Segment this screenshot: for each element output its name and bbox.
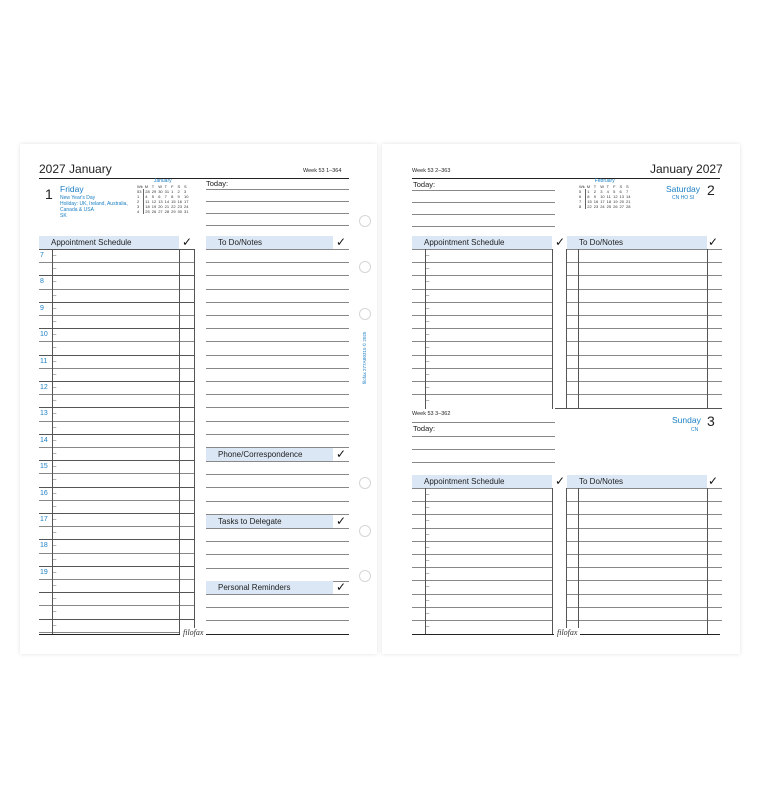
left-tasks-check-icon: ✓ — [336, 514, 347, 528]
slot-dash: – — [53, 385, 57, 391]
slot-dash: – — [426, 598, 430, 604]
left-today-label: Today: — [206, 179, 229, 188]
slot-dash: – — [53, 570, 57, 576]
left-tasks-header: Tasks to Delegate — [206, 515, 333, 528]
left-holidays: New Year's Day Holiday: UK, Ireland, Australia, Canada & USA SK — [60, 195, 128, 219]
left-reminders-header: Personal Reminders — [206, 581, 333, 594]
hour-label: 8 — [40, 278, 44, 285]
right-today2-label: Today: — [413, 424, 436, 433]
slot-dash: – — [426, 518, 430, 524]
slot-dash: – — [426, 385, 430, 391]
right-month-year: January 2027 — [650, 162, 723, 176]
hour-label: 16 — [40, 490, 48, 497]
left-year-month: 2027 January — [39, 162, 112, 176]
slot-dash: – — [53, 530, 57, 536]
hour-label: 18 — [40, 542, 48, 549]
slot-dash: – — [426, 279, 430, 285]
slot-dash: – — [426, 332, 430, 338]
punch-hole — [359, 308, 371, 320]
slot-dash: – — [53, 345, 57, 351]
right-todo-header: To Do/Notes — [567, 236, 707, 249]
slot-dash: – — [53, 583, 57, 589]
right-appt-check-icon: ✓ — [555, 235, 566, 249]
punch-hole — [359, 261, 371, 273]
slot-dash: – — [53, 623, 57, 629]
slot-dash: – — [426, 293, 430, 299]
slot-dash: – — [426, 266, 430, 272]
hour-label: 17 — [40, 516, 48, 523]
left-phone-header: Phone/Correspondence — [206, 448, 333, 461]
right-day2-number: 2 — [707, 182, 715, 198]
slot-dash: – — [426, 398, 430, 404]
right-todo2-check-icon: ✓ — [708, 474, 719, 488]
slot-dash: – — [53, 504, 57, 510]
hour-label: 14 — [40, 437, 48, 444]
slot-dash: – — [53, 306, 57, 312]
slot-dash: – — [53, 543, 57, 549]
right-day2-name: Saturday — [666, 184, 701, 194]
right-week-mid-label: Week 53 3–362 — [412, 411, 451, 417]
slot-dash: – — [53, 557, 57, 563]
left-reminders-check-icon: ✓ — [336, 580, 347, 594]
punch-hole — [359, 570, 371, 582]
right-todo2-header: To Do/Notes — [567, 475, 707, 488]
right-filofax-logo: filofax — [554, 628, 580, 637]
left-mini-calendar: January Wk M T W T F S S 53 28 29 30 31 1 2 3 1 4 5 6 7 8 9 10 2 11 12 13 14 15 16 17 3 18 19 20 21 22 23 24 4 25 26 27 28 29 30 31 — [137, 178, 189, 214]
right-appt2-check-icon: ✓ — [555, 474, 566, 488]
punch-hole — [359, 525, 371, 537]
slot-dash: – — [53, 293, 57, 299]
slot-dash: – — [53, 477, 57, 483]
slot-dash: – — [426, 319, 430, 325]
slot-dash: – — [53, 332, 57, 338]
slot-dash: – — [53, 451, 57, 457]
slot-dash: – — [426, 545, 430, 551]
slot-dash: – — [53, 266, 57, 272]
slot-dash: – — [426, 253, 430, 259]
slot-dash: – — [53, 609, 57, 615]
punch-hole — [359, 215, 371, 227]
right-mini-calendar: February Wk M T W T F S S 5 1 2 3 4 5 6 7 6 8 9 10 11 12 13 14 7 15 16 17 18 19 20 21 8 22 23 24 25 26 27 28 — [579, 178, 631, 209]
slot-dash: – — [426, 345, 430, 351]
slot-dash: – — [53, 464, 57, 470]
slot-dash: – — [426, 611, 430, 617]
punch-hole — [359, 477, 371, 489]
right-day2-codes: CN HO SI — [672, 195, 695, 201]
hour-label: 9 — [40, 305, 44, 312]
slot-dash: – — [53, 596, 57, 602]
slot-dash: – — [53, 438, 57, 444]
slot-dash: – — [426, 558, 430, 564]
left-filofax-logo: filofax — [180, 628, 206, 637]
slot-dash: – — [426, 624, 430, 630]
right-today-label: Today: — [413, 180, 436, 189]
hour-label: 15 — [40, 463, 48, 470]
hour-label: 19 — [40, 569, 48, 576]
slot-dash: – — [53, 253, 57, 259]
right-page — [362, 144, 740, 654]
slot-dash: – — [426, 306, 430, 312]
slot-dash: – — [426, 532, 430, 538]
slot-dash: – — [426, 492, 430, 498]
left-day-name: Friday — [60, 184, 84, 194]
slot-dash: – — [426, 372, 430, 378]
slot-dash: – — [53, 279, 57, 285]
slot-dash: – — [426, 584, 430, 590]
left-appt-check-icon: ✓ — [182, 235, 193, 249]
hour-label: 12 — [40, 384, 48, 391]
slot-dash: – — [53, 491, 57, 497]
right-week-label: Week 53 2–363 — [412, 168, 451, 174]
hour-label: 10 — [40, 331, 48, 338]
slot-dash: – — [53, 359, 57, 365]
left-todo-header: To Do/Notes — [206, 236, 333, 249]
hour-label: 7 — [40, 252, 44, 259]
slot-dash: – — [53, 319, 57, 325]
slot-dash: – — [53, 517, 57, 523]
right-day3-name: Sunday — [672, 415, 701, 425]
spine-copyright-text: filofax 277AB0315 © 2025 — [362, 331, 367, 384]
left-appointment-header: Appointment Schedule — [39, 236, 179, 249]
left-todo-check-icon: ✓ — [336, 235, 347, 249]
right-appointment-header: Appointment Schedule — [412, 236, 552, 249]
left-phone-check-icon: ✓ — [336, 447, 347, 461]
right-day3-codes: CN — [691, 427, 699, 433]
slot-dash: – — [53, 372, 57, 378]
slot-dash: – — [53, 425, 57, 431]
hour-label: 11 — [40, 358, 48, 365]
left-week-label: Week 53 1–364 — [303, 168, 342, 174]
slot-dash: – — [426, 505, 430, 511]
right-todo-check-icon: ✓ — [708, 235, 719, 249]
left-day-number: 1 — [45, 186, 53, 202]
hour-label: 13 — [40, 410, 48, 417]
slot-dash: – — [426, 571, 430, 577]
slot-dash: – — [53, 411, 57, 417]
left-page — [20, 144, 377, 654]
slot-dash: – — [53, 398, 57, 404]
right-day3-number: 3 — [707, 413, 715, 429]
right-appointment2-header: Appointment Schedule — [412, 475, 552, 488]
slot-dash: – — [426, 359, 430, 365]
